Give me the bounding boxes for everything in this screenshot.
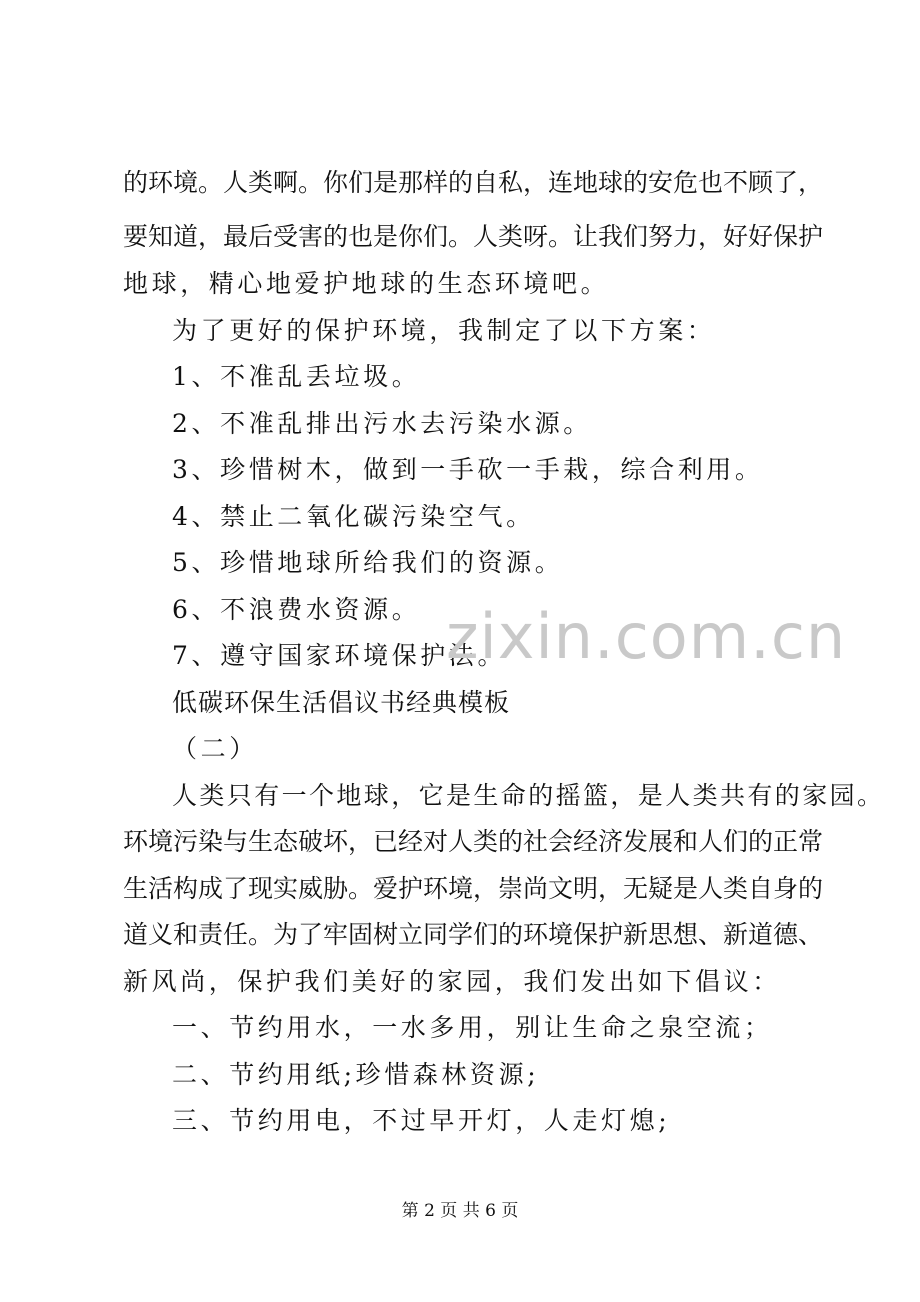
paragraph-line: 的环境。人类啊。你们是那样的自私，连地球的安危也不顾了， bbox=[123, 168, 824, 197]
proposal-item: 二、节约用纸;珍惜森林资源; bbox=[172, 1060, 540, 1089]
plan-item: 6、不浪费水资源。 bbox=[172, 595, 421, 624]
paragraph-line: 地球，精心地爱护地球的生态环境吧。 bbox=[123, 269, 610, 298]
paragraph-line: 生活构成了现实威胁。爱护环境，崇尚文明，无疑是人类自身的 bbox=[123, 874, 824, 903]
proposal-item: 一、节约用水，一水多用，别让生命之泉空流； bbox=[172, 1013, 773, 1042]
plan-item: 2、不准乱排出污水去污染水源。 bbox=[172, 409, 592, 438]
paragraph-line: 新风尚，保护我们美好的家园，我们发出如下倡议： bbox=[123, 967, 781, 996]
paragraph-line: 环境污染与生态破坏，已经对人类的社会经济发展和人们的正常 bbox=[123, 827, 824, 856]
watermark: zixin.com.cn bbox=[446, 600, 847, 673]
plan-intro: 为了更好的保护环境，我制定了以下方案： bbox=[172, 316, 716, 345]
proposal-item: 三、节约用电，不过早开灯，人走灯熄; bbox=[172, 1106, 671, 1135]
section-title: 低碳环保生活倡议书经典模板 bbox=[172, 688, 511, 717]
paragraph-line: 要知道，最后受害的也是你们。人类呀。让我们努力，好好保护 bbox=[123, 222, 824, 251]
plan-item: 1、不准乱丢垃圾。 bbox=[172, 362, 421, 391]
paragraph-line: 人类只有一个地球，它是生命的摇篮，是人类共有的家园。 bbox=[172, 781, 885, 810]
plan-item: 5、珍惜地球所给我们的资源。 bbox=[172, 548, 564, 577]
plan-item: 3、珍惜树木，做到一手砍一手栽，综合利用。 bbox=[172, 455, 764, 484]
plan-item: 4、禁止二氧化碳污染空气。 bbox=[172, 502, 535, 531]
page-footer: 第 2 页 共 6 页 bbox=[401, 1201, 519, 1221]
plan-item: 7、遵守国家环境保护法。 bbox=[172, 641, 507, 670]
section-number: （二） bbox=[172, 734, 258, 763]
paragraph-line: 道义和责任。为了牢固树立同学们的环境保护新思想、新道德、 bbox=[123, 920, 824, 949]
